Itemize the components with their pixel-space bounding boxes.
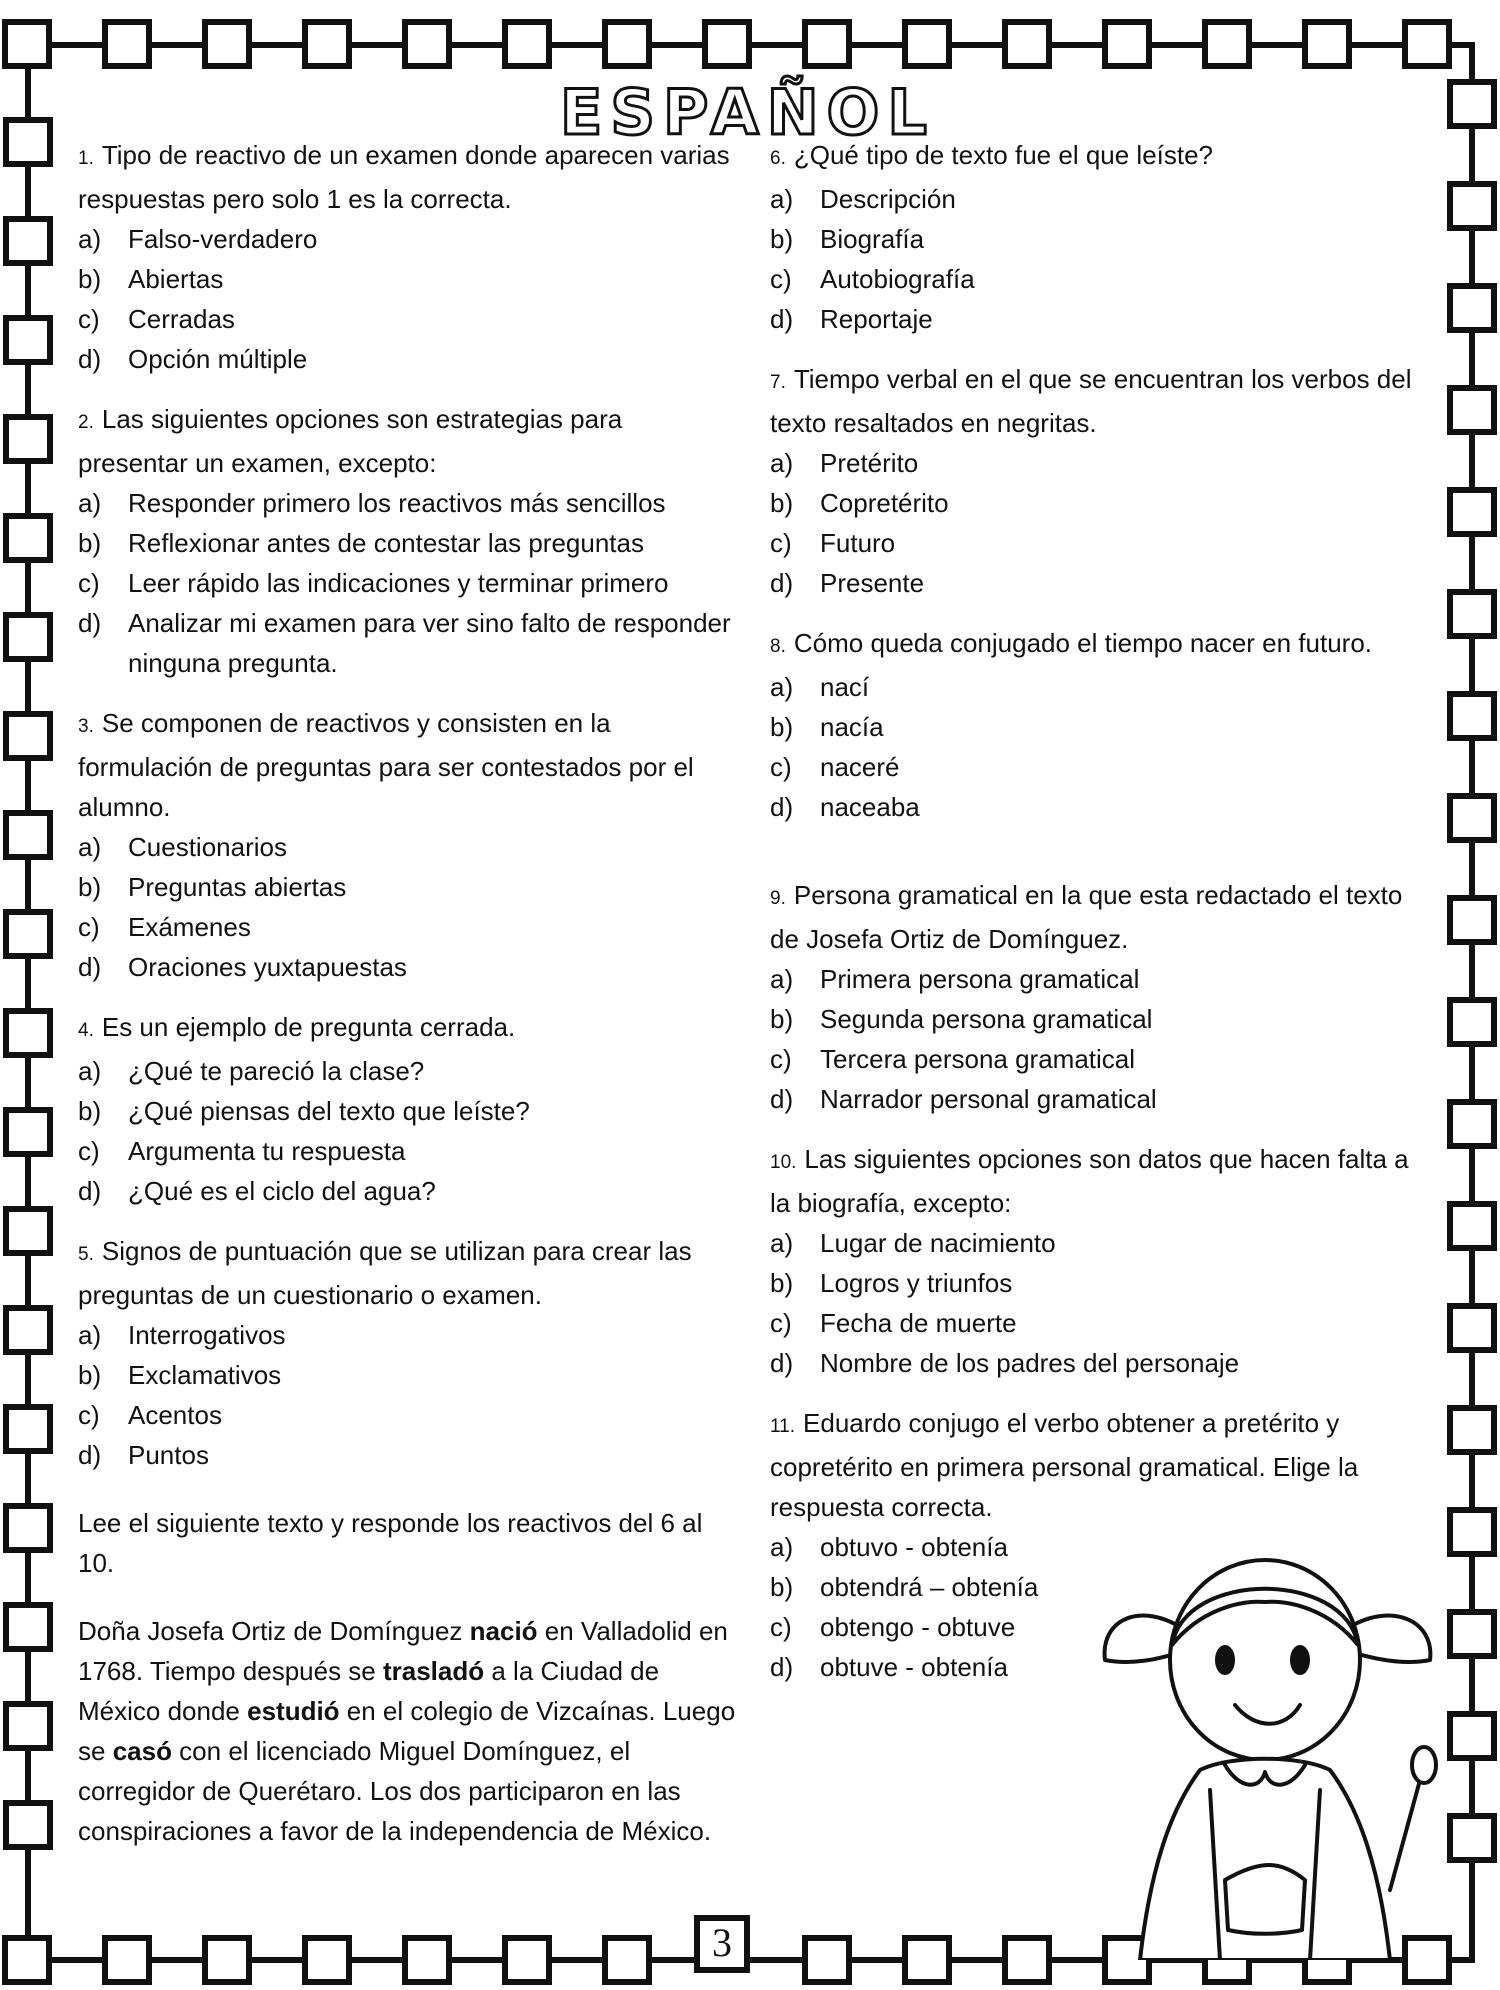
option-text: Autobiografía — [820, 264, 975, 294]
option-text: Lugar de nacimiento — [820, 1228, 1056, 1258]
question-stem: Cómo queda conjugado el tiempo nacer en futuro. — [793, 628, 1373, 658]
border-square — [6, 1704, 50, 1748]
option-text: Responder primero los reactivos más sencillos — [128, 488, 666, 518]
border-square — [1450, 1408, 1494, 1452]
question-text — [770, 875, 1420, 959]
option-text: Logros y triunfos — [820, 1268, 1013, 1298]
border-square — [6, 1308, 50, 1352]
question-block — [78, 1231, 738, 1475]
answer-option[interactable] — [78, 259, 738, 299]
right-column — [770, 135, 1420, 1687]
option-text: Futuro — [820, 528, 896, 558]
option-text: Tercera persona gramatical — [820, 1044, 1136, 1074]
border-square — [6, 417, 50, 461]
option-letter: c) — [770, 1612, 792, 1642]
option-text: Exámenes — [128, 912, 251, 942]
question-text — [78, 135, 738, 219]
option-letter: d) — [78, 344, 102, 374]
border-square — [1450, 1816, 1494, 1860]
option-text: Exclamativos — [128, 1360, 282, 1390]
border-square — [1450, 1510, 1494, 1554]
highlighted-verb: casó — [112, 1736, 172, 1766]
option-text: Biografía — [820, 224, 925, 254]
option-letter: a) — [78, 1320, 102, 1350]
option-text: obtuvo - obtenía — [820, 1532, 1008, 1562]
option-text: obtengo - obtuve — [820, 1612, 1016, 1642]
highlighted-verb: trasladó — [382, 1656, 485, 1686]
question-number: 9. — [770, 888, 786, 909]
answer-option[interactable] — [78, 483, 738, 523]
option-text: Acentos — [128, 1400, 222, 1430]
border-square — [6, 1407, 50, 1451]
option-text: Opción múltiple — [128, 344, 308, 374]
question-block — [770, 135, 1420, 339]
border-square — [405, 22, 449, 66]
option-text: Presente — [820, 568, 925, 598]
border-square — [805, 22, 849, 66]
question-number: 5. — [78, 1244, 94, 1265]
option-text: Oraciones yuxtapuestas — [128, 952, 407, 982]
option-text: obtuve - obtenía — [820, 1652, 1008, 1682]
question-text — [770, 623, 1420, 667]
question-number: 2. — [78, 412, 94, 433]
passage-text: en Valladolid en 1768. Tiempo después se — [78, 1616, 728, 1686]
border-square — [6, 219, 50, 263]
answer-option[interactable] — [770, 1039, 1420, 1079]
option-text: Reportaje — [820, 304, 933, 334]
option-letter: d) — [770, 304, 794, 334]
passage-text: a la Ciudad de México donde — [78, 1656, 660, 1726]
option-letter: c) — [78, 1400, 100, 1430]
question-number: 3. — [78, 716, 94, 737]
option-letter: b) — [770, 1572, 794, 1602]
border-square — [605, 22, 649, 66]
answer-option[interactable] — [78, 563, 738, 603]
option-letter: c) — [770, 1044, 792, 1074]
option-letter: b) — [78, 528, 102, 558]
option-text: Abiertas — [128, 264, 224, 294]
question-number: 4. — [78, 1020, 94, 1041]
question-text — [78, 703, 738, 827]
option-text: Analizar mi examen para ver sino falto de responder ninguna pregunta. — [128, 608, 731, 678]
border-square — [1105, 22, 1149, 66]
option-text: Interrogativos — [128, 1320, 286, 1350]
option-letter: a) — [770, 1228, 794, 1258]
border-square — [1450, 184, 1494, 228]
question-block — [78, 399, 738, 683]
option-letter: c) — [78, 1136, 100, 1166]
question-stem: Signos de puntuación que se utilizan para crear las preguntas de un cuestionario o examen. — [78, 1236, 692, 1310]
answer-option[interactable] — [78, 1395, 738, 1435]
option-text: Nombre de los padres del personaje — [820, 1348, 1240, 1378]
question-block — [770, 359, 1420, 603]
question-text — [770, 135, 1420, 179]
border-square — [1450, 694, 1494, 738]
answer-option[interactable] — [770, 259, 1420, 299]
option-letter: b) — [770, 1268, 794, 1298]
border-square — [805, 1938, 849, 1982]
question-text — [770, 1403, 1420, 1527]
border-square — [6, 1506, 50, 1550]
answer-option[interactable] — [770, 999, 1420, 1039]
question-block — [770, 875, 1420, 1119]
border-square — [905, 1938, 949, 1982]
option-letter: d) — [770, 1348, 794, 1378]
border-square — [1205, 22, 1249, 66]
option-text: Fecha de muerte — [820, 1308, 1017, 1338]
border-square — [1450, 592, 1494, 636]
answer-option[interactable] — [78, 603, 738, 683]
question-stem: Se componen de reactivos y consisten en la formulación de preguntas para ser contestados por el alumno. — [78, 708, 694, 822]
option-text: Descripción — [820, 184, 956, 214]
option-letter: a) — [770, 672, 794, 702]
border-square — [1450, 490, 1494, 534]
border-square — [105, 1938, 149, 1982]
option-letter: d) — [78, 952, 102, 982]
question-block — [770, 1139, 1420, 1383]
question-stem: Tiempo verbal en el que se encuentran los verbos del texto resaltados en negritas. — [770, 364, 1412, 438]
option-text: Segunda persona gramatical — [820, 1004, 1153, 1034]
border-square — [305, 22, 349, 66]
border-square — [1450, 1000, 1494, 1044]
question-number: 11. — [770, 1416, 796, 1437]
border-square — [6, 1110, 50, 1154]
option-letter: a) — [770, 1532, 794, 1562]
border-square — [705, 22, 749, 66]
option-letter: c) — [770, 264, 792, 294]
answer-option[interactable] — [78, 1051, 738, 1091]
option-letter: c) — [78, 568, 100, 598]
option-letter: a) — [78, 1056, 102, 1086]
answer-option[interactable] — [770, 747, 1420, 787]
border-square — [6, 1605, 50, 1649]
border-square — [205, 22, 249, 66]
border-square — [6, 516, 50, 560]
border-square — [5, 1938, 49, 1982]
page-number: 3 — [712, 1920, 732, 1965]
option-letter: c) — [770, 1308, 792, 1338]
border-square — [6, 318, 50, 362]
answer-option[interactable] — [770, 667, 1420, 707]
option-letter: a) — [78, 224, 102, 254]
option-text: Primera persona gramatical — [820, 964, 1140, 994]
answer-option[interactable] — [770, 523, 1420, 563]
passage-text: con el licenciado Miguel Domínguez, el corregidor de Querétaro. Los dos participaron en las conspiraciones a favor de la independencia de México. — [78, 1736, 712, 1846]
border-square — [1305, 22, 1349, 66]
option-letter: b) — [78, 264, 102, 294]
option-letter: b) — [78, 1096, 102, 1126]
question-stem: Tipo de reactivo de un examen donde aparecen varias respuestas pero solo 1 es la correcta. — [78, 140, 730, 214]
option-text: nací — [820, 672, 870, 702]
border-square — [205, 1938, 249, 1982]
border-square — [1450, 796, 1494, 840]
answer-option[interactable] — [78, 299, 738, 339]
option-letter: d) — [770, 568, 794, 598]
question-text — [770, 359, 1420, 443]
border-square — [505, 22, 549, 66]
option-text: naceaba — [820, 792, 920, 822]
answer-option[interactable] — [78, 867, 738, 907]
answer-option[interactable] — [770, 1079, 1420, 1119]
answer-option[interactable] — [770, 1303, 1420, 1343]
border-square — [905, 22, 949, 66]
border-square — [5, 22, 49, 66]
answer-option[interactable] — [770, 959, 1420, 999]
answer-option[interactable] — [770, 1223, 1420, 1263]
passage-text: en el colegio de Vizcaínas. Luego se — [78, 1696, 736, 1766]
border-square — [1450, 1204, 1494, 1248]
border-square — [6, 1803, 50, 1847]
border-square — [6, 1209, 50, 1253]
question-block — [78, 1007, 738, 1211]
option-text: Narrador personal gramatical — [820, 1084, 1157, 1114]
option-letter: b) — [78, 1360, 102, 1390]
option-letter: a) — [770, 964, 794, 994]
option-letter: d) — [78, 1176, 102, 1206]
answer-option[interactable] — [770, 1263, 1420, 1303]
option-text: obtendrá – obtenía — [820, 1572, 1039, 1602]
question-block — [78, 135, 738, 379]
option-letter: b) — [770, 224, 794, 254]
option-letter: c) — [770, 752, 792, 782]
option-letter: c) — [770, 528, 792, 558]
answer-option[interactable] — [770, 483, 1420, 523]
border-square — [1450, 286, 1494, 330]
instruction: Lee el siguiente texto y responde los reactivos del 6 al 10. — [78, 1508, 703, 1578]
option-text: Puntos — [128, 1440, 209, 1470]
option-letter: d) — [78, 1440, 102, 1470]
answer-option[interactable] — [770, 707, 1420, 747]
option-letter: b) — [770, 1004, 794, 1034]
question-stem: Las siguientes opciones son datos que hacen falta a la biografía, excepto: — [770, 1144, 1409, 1218]
answer-option[interactable] — [770, 787, 1420, 827]
question-stem: Es un ejemplo de pregunta cerrada. — [101, 1012, 516, 1042]
option-letter: b) — [78, 872, 102, 902]
border-square — [1450, 82, 1494, 126]
border-square — [6, 1011, 50, 1055]
border-square — [1450, 1714, 1494, 1758]
option-text: Argumenta tu respuesta — [128, 1136, 406, 1166]
reading-passage — [78, 1611, 738, 1851]
answer-option[interactable] — [78, 1091, 738, 1131]
border-square — [6, 120, 50, 164]
option-text: Pretérito — [820, 448, 919, 478]
answer-option[interactable] — [770, 1343, 1420, 1383]
answer-option[interactable] — [78, 219, 738, 259]
answer-option[interactable] — [78, 947, 738, 987]
answer-option[interactable] — [770, 443, 1420, 483]
border-square — [6, 813, 50, 857]
answer-option[interactable] — [78, 907, 738, 947]
option-text: Copretérito — [820, 488, 949, 518]
answer-option[interactable] — [78, 1171, 738, 1211]
option-letter: c) — [78, 912, 100, 942]
answer-option[interactable] — [78, 1315, 738, 1355]
question-text — [78, 1007, 738, 1051]
girl-illustration-icon — [1090, 1540, 1450, 1960]
border-square — [1450, 1612, 1494, 1656]
border-square — [1405, 22, 1449, 66]
option-text: Leer rápido las indicaciones y terminar primero — [128, 568, 669, 598]
answer-option[interactable] — [78, 1131, 738, 1171]
option-letter: d) — [770, 1084, 794, 1114]
border-square — [1005, 22, 1049, 66]
question-stem: ¿Qué tipo de texto fue el que leíste? — [793, 140, 1214, 170]
border-square — [505, 1938, 549, 1982]
question-number: 10. — [770, 1152, 797, 1173]
answer-option[interactable] — [78, 1355, 738, 1395]
border-square — [1450, 388, 1494, 432]
page-title: ESPAÑOL — [560, 76, 935, 149]
highlighted-verb: nació — [469, 1616, 538, 1646]
option-letter: b) — [770, 488, 794, 518]
left-column — [78, 135, 738, 1851]
option-letter: d) — [78, 608, 102, 638]
passage-text: Doña Josefa Ortiz de Domínguez — [78, 1616, 470, 1646]
option-text: ¿Qué es el ciclo del agua? — [128, 1176, 436, 1206]
border-square — [1450, 1102, 1494, 1146]
option-text: naceré — [820, 752, 900, 782]
border-square — [6, 615, 50, 659]
option-letter: a) — [770, 184, 794, 214]
border-square — [1450, 1306, 1494, 1350]
question-stem: Las siguientes opciones son estrategias para presentar un examen, excepto: — [78, 404, 623, 478]
question-text — [770, 1139, 1420, 1223]
question-number: 8. — [770, 636, 786, 657]
option-letter: a) — [770, 448, 794, 478]
answer-option[interactable] — [78, 523, 738, 563]
question-number: 6. — [770, 148, 786, 169]
option-text: ¿Qué te pareció la clase? — [128, 1056, 425, 1086]
option-letter: c) — [78, 304, 100, 334]
question-stem: Eduardo conjugo el verbo obtener a pretérito y copretérito en primera personal gramatical. Elige la respuesta correcta. — [770, 1408, 1359, 1522]
option-text: Cuestionarios — [128, 832, 287, 862]
border-square — [605, 1938, 649, 1982]
option-letter: a) — [78, 488, 102, 518]
option-letter: d) — [770, 792, 794, 822]
border-square — [405, 1938, 449, 1982]
border-square — [305, 1938, 349, 1982]
answer-option[interactable] — [78, 1435, 738, 1475]
question-text — [78, 1231, 738, 1315]
border-square — [1450, 898, 1494, 942]
option-text: Preguntas abiertas — [128, 872, 347, 902]
answer-option[interactable] — [770, 299, 1420, 339]
option-text: Falso-verdadero — [128, 224, 318, 254]
border-square — [1005, 1938, 1049, 1982]
answer-option[interactable] — [770, 219, 1420, 259]
question-number: 1. — [78, 148, 94, 169]
answer-option[interactable] — [78, 339, 738, 379]
option-text: Reflexionar antes de contestar las preguntas — [128, 528, 644, 558]
border-square — [6, 912, 50, 956]
option-letter: b) — [770, 712, 794, 742]
border-square — [6, 714, 50, 758]
option-text: ¿Qué piensas del texto que leíste? — [128, 1096, 530, 1126]
question-stem: Persona gramatical en la que esta redactado el texto de Josefa Ortiz de Domínguez. — [770, 880, 1403, 954]
option-text: Cerradas — [128, 304, 235, 334]
answer-option[interactable] — [770, 179, 1420, 219]
question-text — [78, 399, 738, 483]
answer-option[interactable] — [770, 563, 1420, 603]
question-block — [78, 703, 738, 987]
option-letter: d) — [770, 1652, 794, 1682]
answer-option[interactable] — [78, 827, 738, 867]
highlighted-verb: estudió — [247, 1696, 340, 1726]
question-number: 7. — [770, 372, 786, 393]
option-letter: a) — [78, 832, 102, 862]
question-block — [770, 623, 1420, 827]
border-square — [105, 22, 149, 66]
option-text: nacía — [820, 712, 884, 742]
